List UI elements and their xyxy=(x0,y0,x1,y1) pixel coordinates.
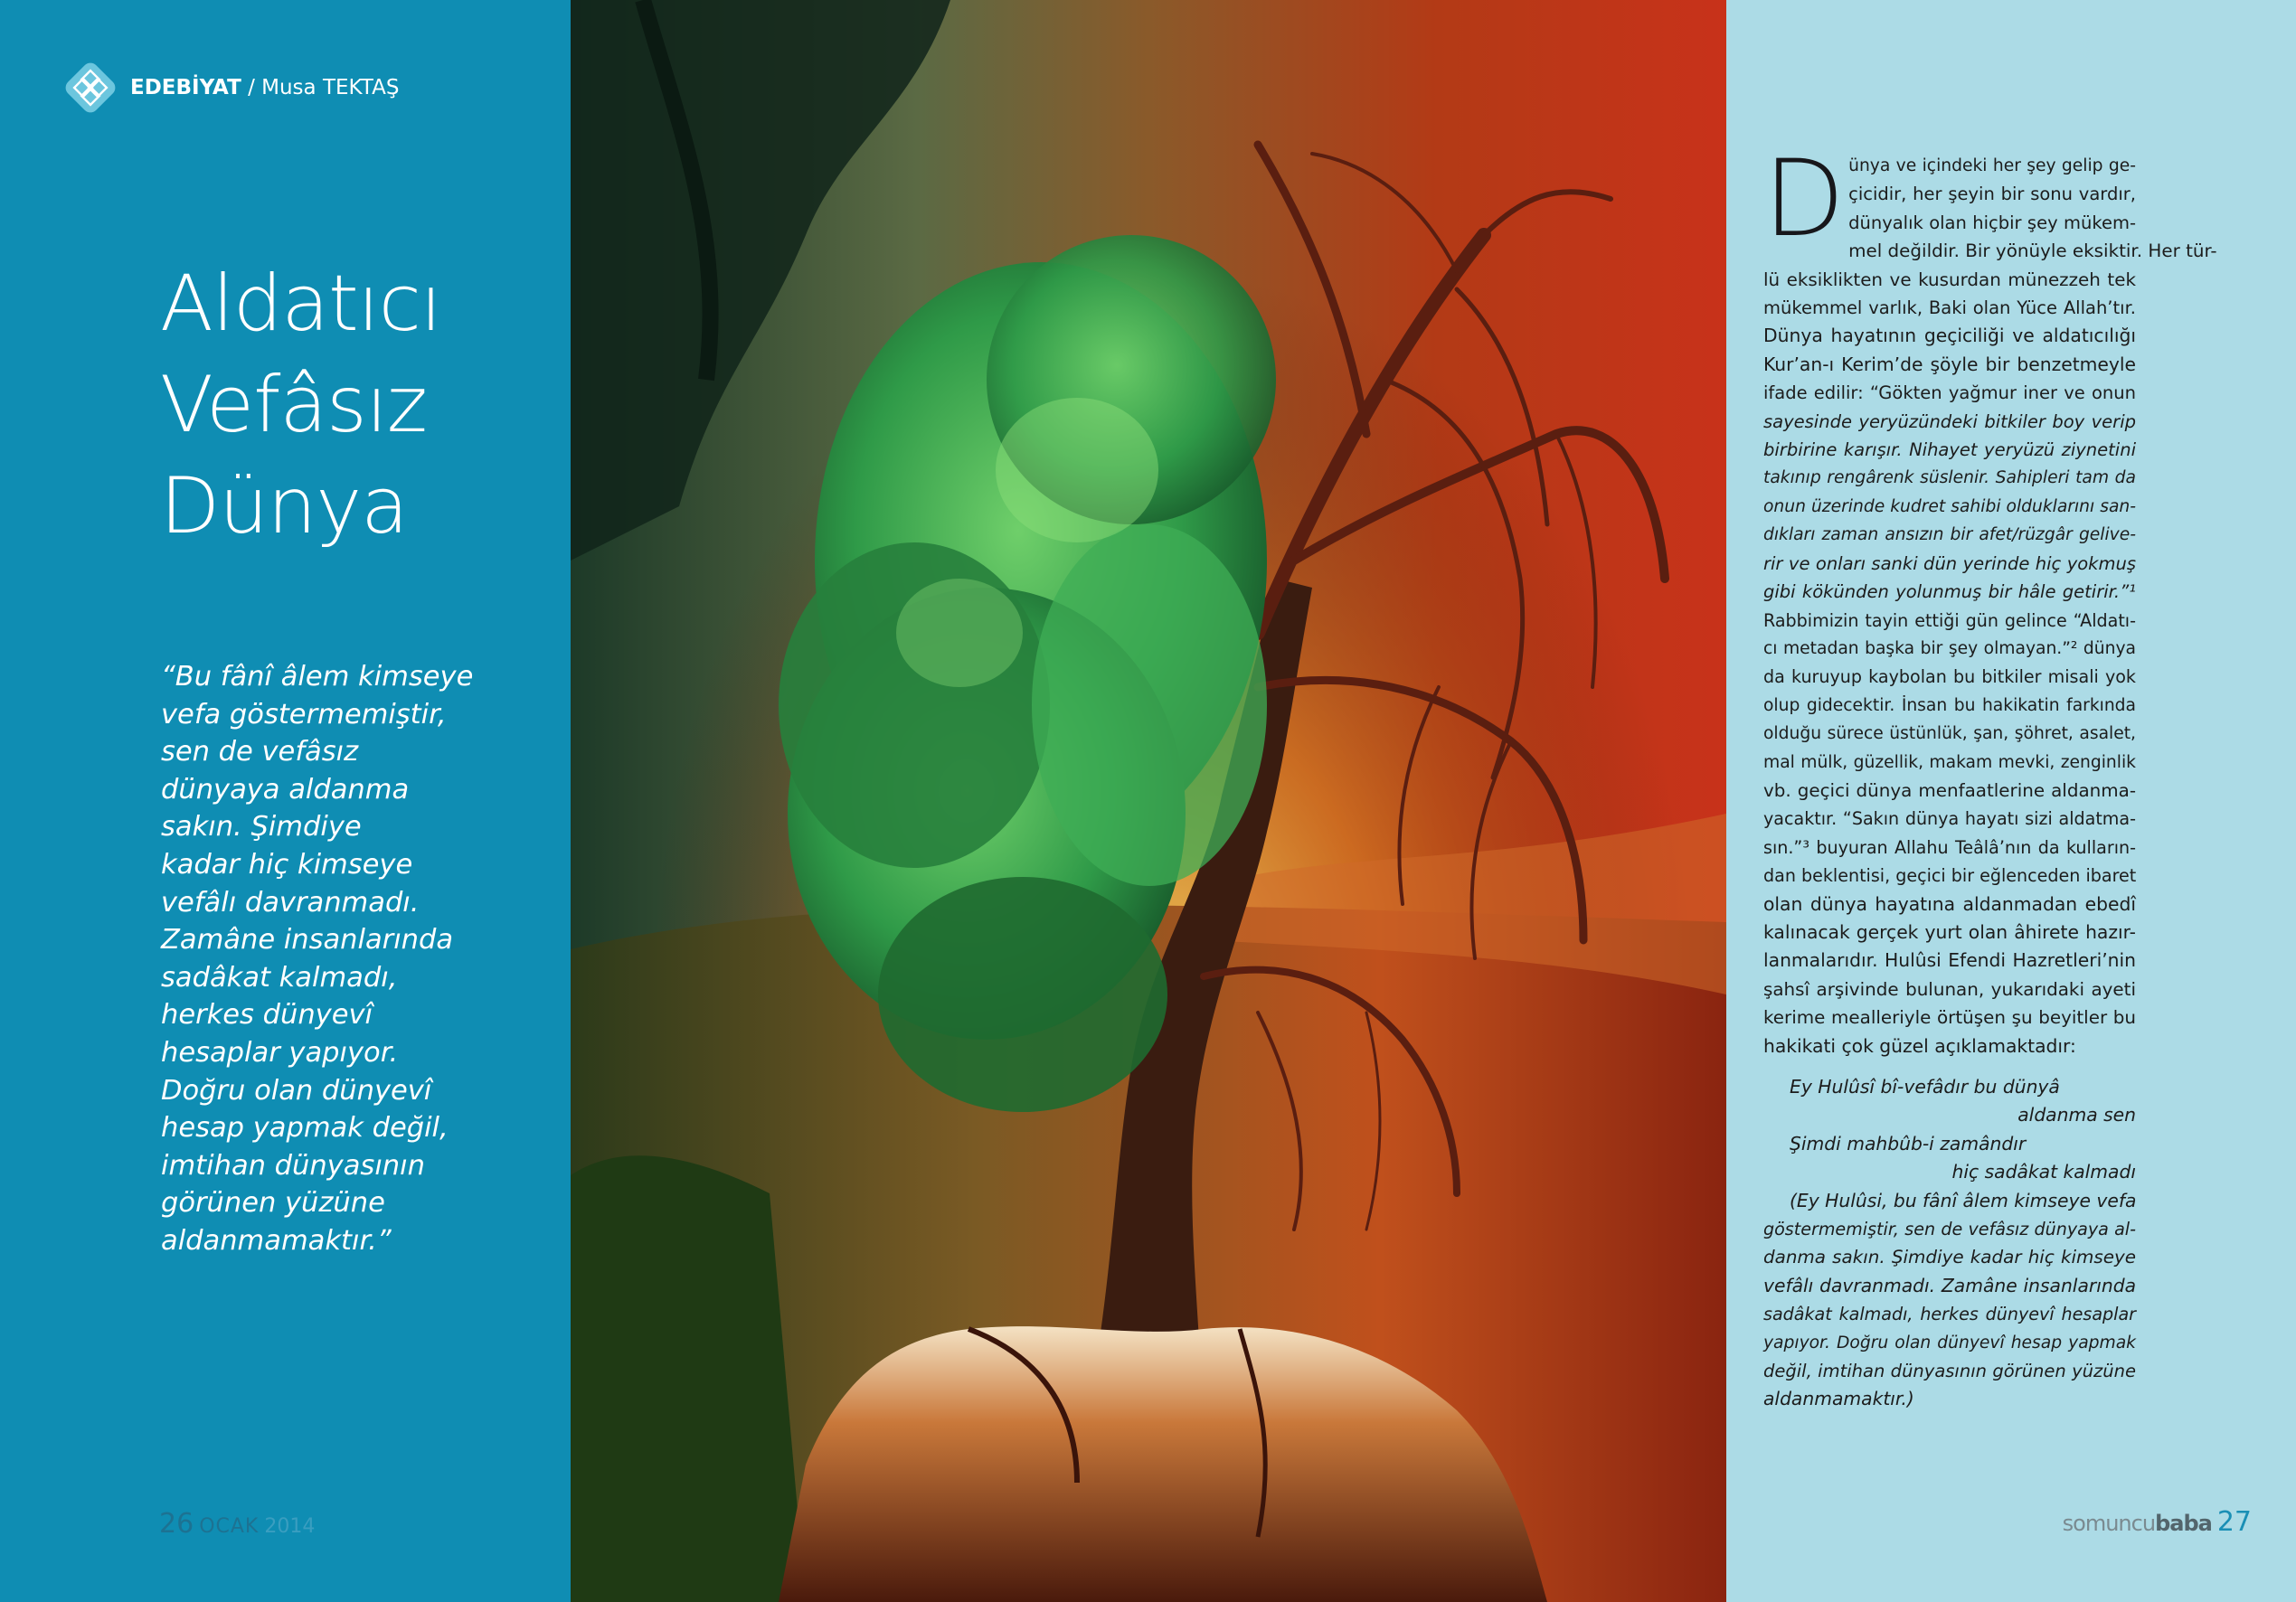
body-line: sın.”³ buyuran Allahu Teâlâ’nın da kulların- xyxy=(1763,836,2136,858)
article-body xyxy=(1763,137,2217,1414)
body-line: hakikati çok güzel açıklamaktadır: xyxy=(1763,1034,2076,1057)
body-line: dünyalık olan hiçbir şey mükem- xyxy=(1848,212,2136,233)
body-line: yacaktır. “Sakın dünya hayatı sizi aldatma- xyxy=(1763,808,2136,830)
body-line: Rabbimizin tayin ettiği gün gelince “Aldatı- xyxy=(1763,609,2136,631)
body-line: dan beklentisi, geçici bir eğlenceden ibaret xyxy=(1763,865,2137,887)
article-photo xyxy=(571,0,1726,1602)
page-number-left: 26 xyxy=(159,1508,194,1540)
pull-quote-line: hesaplar yapıyor. xyxy=(161,1036,399,1069)
pull-quote-line: sen de vefâsız xyxy=(161,736,359,768)
translation-line: sadâkat kalmadı, herkes dünyevî hesaplar xyxy=(1763,1304,2136,1325)
pull-quote-line: vefa göstermemiştir, xyxy=(161,698,447,730)
body-line: kerime mealleriyle örtüşen şu beyitler bu xyxy=(1763,1007,2136,1029)
poem-line: aldanma sen xyxy=(2017,1104,2136,1126)
body-line: ifade edilir: “Gökten yağmur iner ve onun xyxy=(1763,382,2136,404)
body-line: rir ve onları sanki dün yerinde hiç yokmuş xyxy=(1763,552,2136,574)
section-separator: / xyxy=(241,76,262,99)
pull-quote-line: sakın. Şimdiye xyxy=(161,811,362,843)
translation-line: değil, imtihan dünyasının görünen yüzüne xyxy=(1763,1361,2136,1382)
body-line: olup gidecektir. İnsan bu hakikatin farkında xyxy=(1763,695,2136,715)
body-line: mükemmel varlık, Baki olan Yüce Allah’tır. xyxy=(1763,297,2136,319)
folio-right xyxy=(2063,1506,2252,1538)
pull-quote-line: Doğru olan dünyevî xyxy=(161,1074,432,1107)
poem-line: Ey Hulûsî bî-vefâdır bu dünyâ xyxy=(1790,1076,2060,1098)
translation-line: yapıyor. Doğru olan dünyevî hesap yapmak xyxy=(1763,1333,2136,1352)
tree-illustration-image xyxy=(571,0,1726,1602)
body-line: cı metadan başka bir şey olmayan.”² dünya xyxy=(1763,638,2136,658)
body-line: olduğu sürece üstünlük, şan, şöhret, asalet, xyxy=(1763,724,2136,744)
translation-line: aldanmamaktır.) xyxy=(1763,1388,1914,1410)
pull-quote-line: vefâlı davranmadı. xyxy=(161,886,420,919)
section-logo-icon xyxy=(60,57,121,118)
section-header xyxy=(60,56,399,119)
pull-quote-line: kadar hiç kimseye xyxy=(161,848,413,881)
drop-cap: D xyxy=(1763,137,1846,260)
pull-quote-line: sadâkat kalmadı, xyxy=(161,961,398,994)
poem-translation xyxy=(1763,1187,2136,1414)
body-line: da kuruyup kaybolan bu bitkiler misali yok xyxy=(1763,666,2136,688)
page-number-right: 27 xyxy=(2216,1506,2252,1538)
title-line: Aldatıcı xyxy=(160,259,441,349)
pull-quote-line: imtihan dünyasının xyxy=(161,1149,425,1182)
title-line: Dünya xyxy=(160,461,408,551)
body-line: lü eksiklikten ve kusurdan münezzeh tek xyxy=(1763,269,2136,290)
body-line: takınıp rengârenk süslenir. Sahipleri tam da xyxy=(1763,468,2136,488)
pull-quote-line: aldanmamaktır.” xyxy=(161,1224,392,1257)
pull-quote-line: “Bu fânî âlem kimseye xyxy=(161,661,474,693)
body-line: kalınacak gerçek yurt olan âhirete hazır- xyxy=(1763,920,2136,943)
issue-year: 2014 xyxy=(264,1515,316,1538)
folio-left xyxy=(159,1508,315,1540)
left-panel xyxy=(0,0,571,1602)
body-line: gibi kökünden yolunmuş bir hâle getirir.”¹ xyxy=(1763,581,2136,603)
right-panel xyxy=(1726,0,2296,1602)
body-line: birbirine karışır. Nihayet yeryüzü ziynetini xyxy=(1763,439,2136,461)
section-category: EDEBİYAT xyxy=(130,76,241,99)
translation-line: göstermemiştir, sen de vefâsız dünyaya al- xyxy=(1763,1219,2136,1240)
translation-line: danma sakın. Şimdiye kadar hiç kimseye xyxy=(1763,1247,2136,1268)
author-name: Musa TEKTAŞ xyxy=(261,76,400,99)
body-line: Dünya hayatının geçiciliği ve aldatıcılığı xyxy=(1763,325,2136,347)
body-line: sayesinde yeryüzündeki bitkiler boy verip xyxy=(1763,410,2136,432)
translation-line: (Ey Hulûsi, bu fânî âlem kimseye vefa xyxy=(1790,1189,2137,1211)
pull-quote-line: dünyaya aldanma xyxy=(161,773,410,806)
poem-line: Şimdi mahbûb-i zamândır xyxy=(1790,1132,2027,1154)
body-line: lanmalarıdır. Hulûsi Efendi Hazretleri’nin xyxy=(1763,949,2136,972)
magazine-name xyxy=(2063,1511,2212,1536)
body-line: olan dünya hayatına aldanmadan ebedî xyxy=(1763,892,2136,915)
body-line: mel değildir. Bir yönüyle eksiktir. Her tür- xyxy=(1848,240,2217,262)
pull-quote-line: görünen yüzüne xyxy=(161,1187,385,1220)
section-label xyxy=(130,76,399,99)
title-line: Vefâsız xyxy=(160,360,427,450)
body-line: çicidir, her şeyin bir sonu vardır, xyxy=(1848,184,2136,205)
magazine-name-light: somuncu xyxy=(2062,1511,2156,1536)
pull-quote-line: herkes dünyevî xyxy=(161,999,373,1032)
pull-quote-line: Zamâne insanlarında xyxy=(161,924,454,956)
pull-quote-line: hesap yapmak değil, xyxy=(161,1112,449,1145)
body-line: vb. geçici dünya menfaatlerine aldanma- xyxy=(1763,779,2136,801)
body-line: onun üzerinde kudret sahibi olduklarını san- xyxy=(1763,496,2136,516)
body-line: Kur’an-ı Kerim’de şöyle bir benzetmeyle xyxy=(1763,353,2136,375)
issue-month: OCAK xyxy=(199,1515,260,1538)
body-line: mal mülk, güzellik, makam mevki, zenginlik xyxy=(1763,752,2136,772)
body-paragraph xyxy=(1763,237,2217,1060)
poem-line: hiç sadâkat kalmadı xyxy=(1951,1161,2136,1183)
pull-quote xyxy=(161,658,474,1260)
body-line: dıkları zaman ansızın bir afet/rüzgâr gelive- xyxy=(1763,525,2136,545)
body-line: ünya ve içindeki her şey gelip ge- xyxy=(1848,156,2136,175)
poem xyxy=(1763,1073,2136,1187)
magazine-name-bold: baba xyxy=(2155,1511,2212,1536)
drop-cap-lines xyxy=(1848,152,2136,237)
article-title xyxy=(160,253,441,557)
body-line: şahsî arşivinde bulunan, yukarıdaki ayeti xyxy=(1763,978,2136,1000)
translation-line: vefâlı davranmadı. Zamâne insanlarında xyxy=(1763,1274,2136,1296)
